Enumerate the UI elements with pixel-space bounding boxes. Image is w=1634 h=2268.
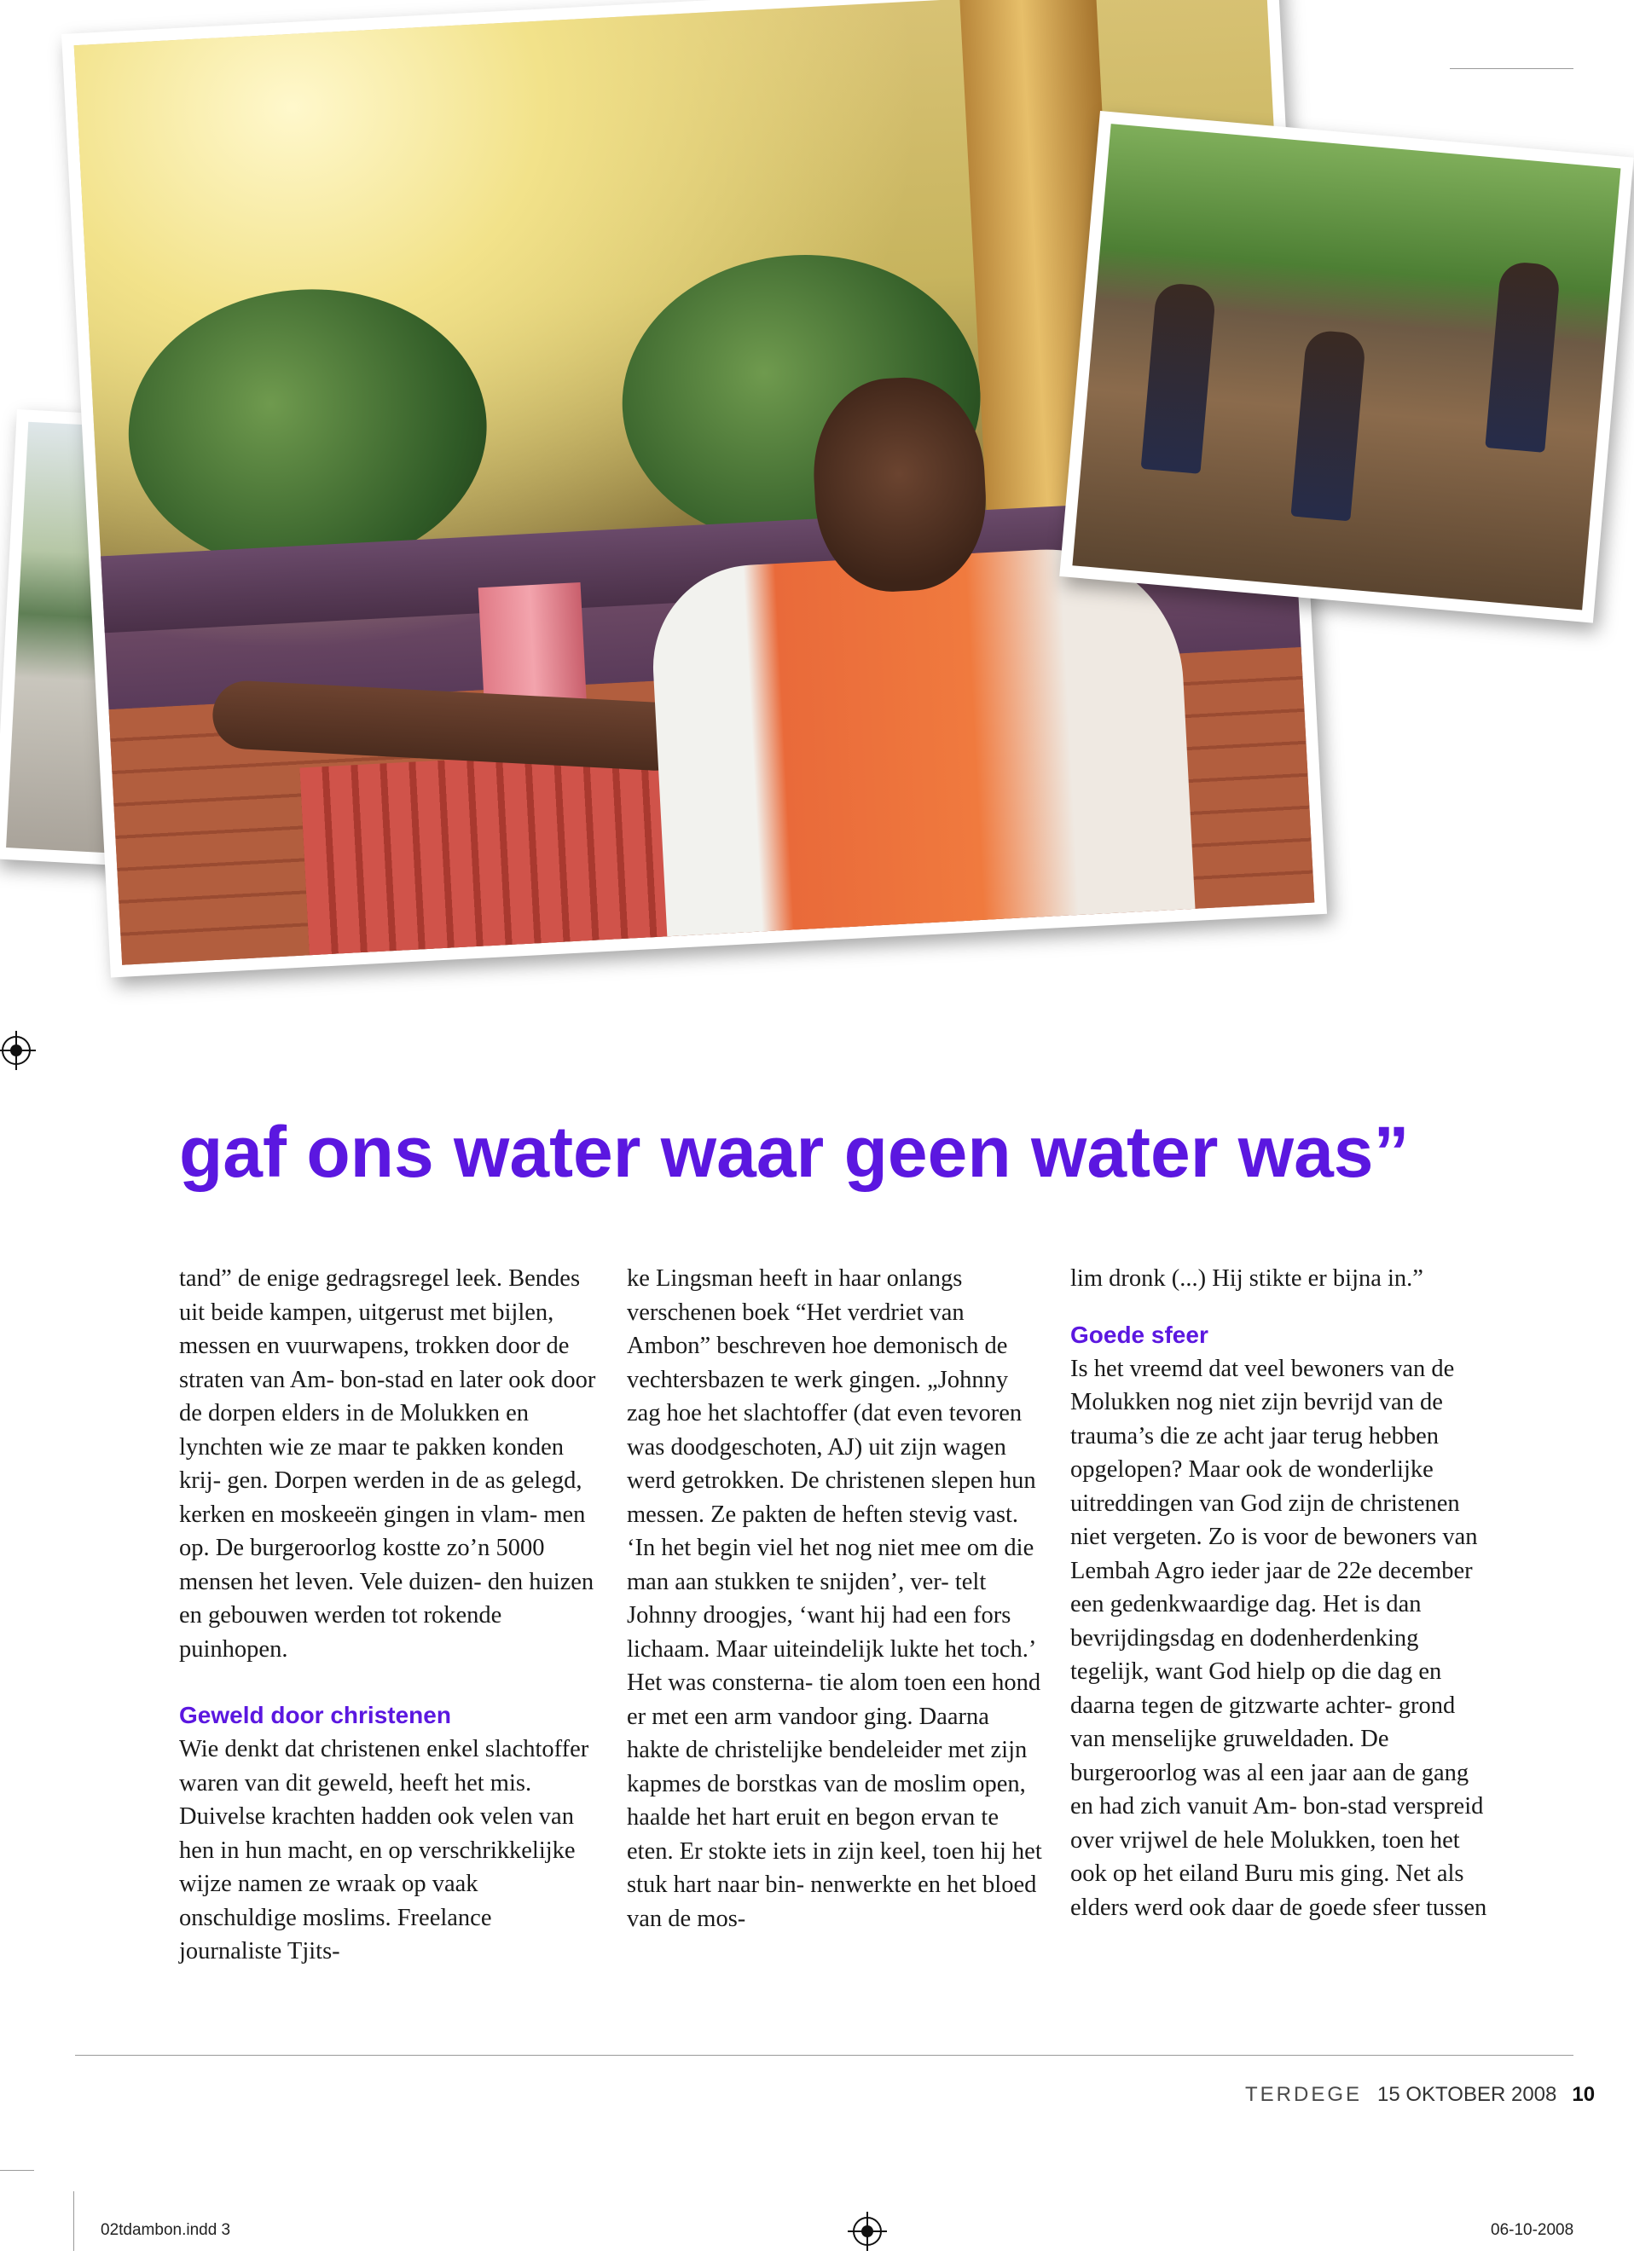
slug-filename: 02tdambon.indd 3 xyxy=(101,2221,231,2239)
column-1-paragraph-1: tand” de enige gedragsregel leek. Bendes uit beide kampen, uitgerust met bijlen, messen en vuurwapens, trokken door de straten van Am- bon-stad en later ook door de dorpen elders in de Molukken en lynchten wie ze maar te pakken konden krij- gen. Dorpen werden in de as gelegd, kerken en moskeeën gingen in vlam- men op. De burgeroorlog kostte zo’n 5000 mensen het leven. Vele duizen- den huizen en gebouwen werden tot rokende puinhopen. xyxy=(179,1265,596,1663)
inset-photo-right xyxy=(1059,111,1633,623)
article-column-2 xyxy=(627,1262,1045,1935)
registration-mark-left xyxy=(2,1036,31,1065)
column-3-paragraph-1: lim dronk (...) Hij stikte er bijna in.” xyxy=(1070,1265,1423,1292)
column-1-paragraph-2: Wie denkt dat christenen enkel slachtoffer waren van dit geweld, heeft het mis. Duivelse krachten hadden ook velen van hen in hun macht, en op verschrikkelijke wijze namen ze wraak op vaak onschuldige moslims. Freelance journaliste Tjits- xyxy=(179,1736,589,1964)
column-3-paragraph-2: Is het vreemd dat veel bewoners van de Molukken nog niet zijn bevrijd van de trauma’s die ze acht jaar terug hebben opgelopen? Maar ook de wonderlijke uitreddingen van God zijn de christenen niet vergeten. Zo is voor de bewoners van Lembah Agro ieder jaar de 22e december een gedenkwaardige dag. Het is dan bevrijdingsdag en dodenherdenking tegelijk, want God hielp op die dag en daarna tegen de gitzwarte achter- grond van menselijke gruweldaden. De burgeroorlog was al een jaar aan de gang en had zich vanuit Am- bon-stad verspreid over vrijwel de hele Molukken, toen het ook op het eiland Buru mis ging. Net als elders werd ook daar de goede sfeer tussen xyxy=(1070,1355,1487,1921)
photo-right-image xyxy=(1072,124,1620,610)
page-number: 10 xyxy=(1572,2083,1596,2106)
footer-issue-date: 15 OKTOBER 2008 xyxy=(1377,2083,1557,2106)
crop-mark-bottom xyxy=(73,2191,74,2251)
footer-magazine-name: TERDEGE xyxy=(1245,2083,1363,2106)
top-rule-right xyxy=(1450,68,1573,69)
crop-mark-left xyxy=(0,2170,34,2171)
article-column-3 xyxy=(1070,1262,1488,1924)
column-2-paragraph-1: ke Lingsman heeft in haar onlangs verschenen boek “Het verdriet van Ambon” beschreven hoe demonisch de vechtersbazen te werk gingen. „Johnny zag hoe het slachtoffer (dat even tevoren was doodgeschoten, AJ) uit zijn wagen werd getrokken. De christenen slepen hun messen. Ze pakten de heften stevig vast. ‘In het begin viel het nog niet mee om die man aan stukken te snijden’, ver- telt Johnny droogjes, ‘want hij had een fors lichaam. Maar uiteindelijk lukte het toch.’ Het was consterna- tie alom toen een hond er met een arm vandoor ging. Daarna hakte de christelijke bendeleider met zijn kapmes de borstkas van de moslim open, haalde het hart eruit en begon ervan te eten. Er stokte iets in zijn keel, toen hij het stuk hart naar bin- nenwerkte en het bloed van de mos- xyxy=(627,1265,1042,1932)
article-column-1 xyxy=(179,1262,597,1969)
running-footer xyxy=(1245,2083,1595,2107)
subheading-geweld-door-christenen: Geweld door christenen xyxy=(179,1702,451,1728)
registration-mark-bottom xyxy=(853,2217,882,2246)
subheading-goede-sfeer: Goede sfeer xyxy=(1070,1321,1208,1348)
headline: gaf ons water waar geen water was” xyxy=(179,1112,1410,1193)
slug-date: 06-10-2008 xyxy=(1491,2221,1574,2239)
footer-rule xyxy=(75,2055,1573,2056)
